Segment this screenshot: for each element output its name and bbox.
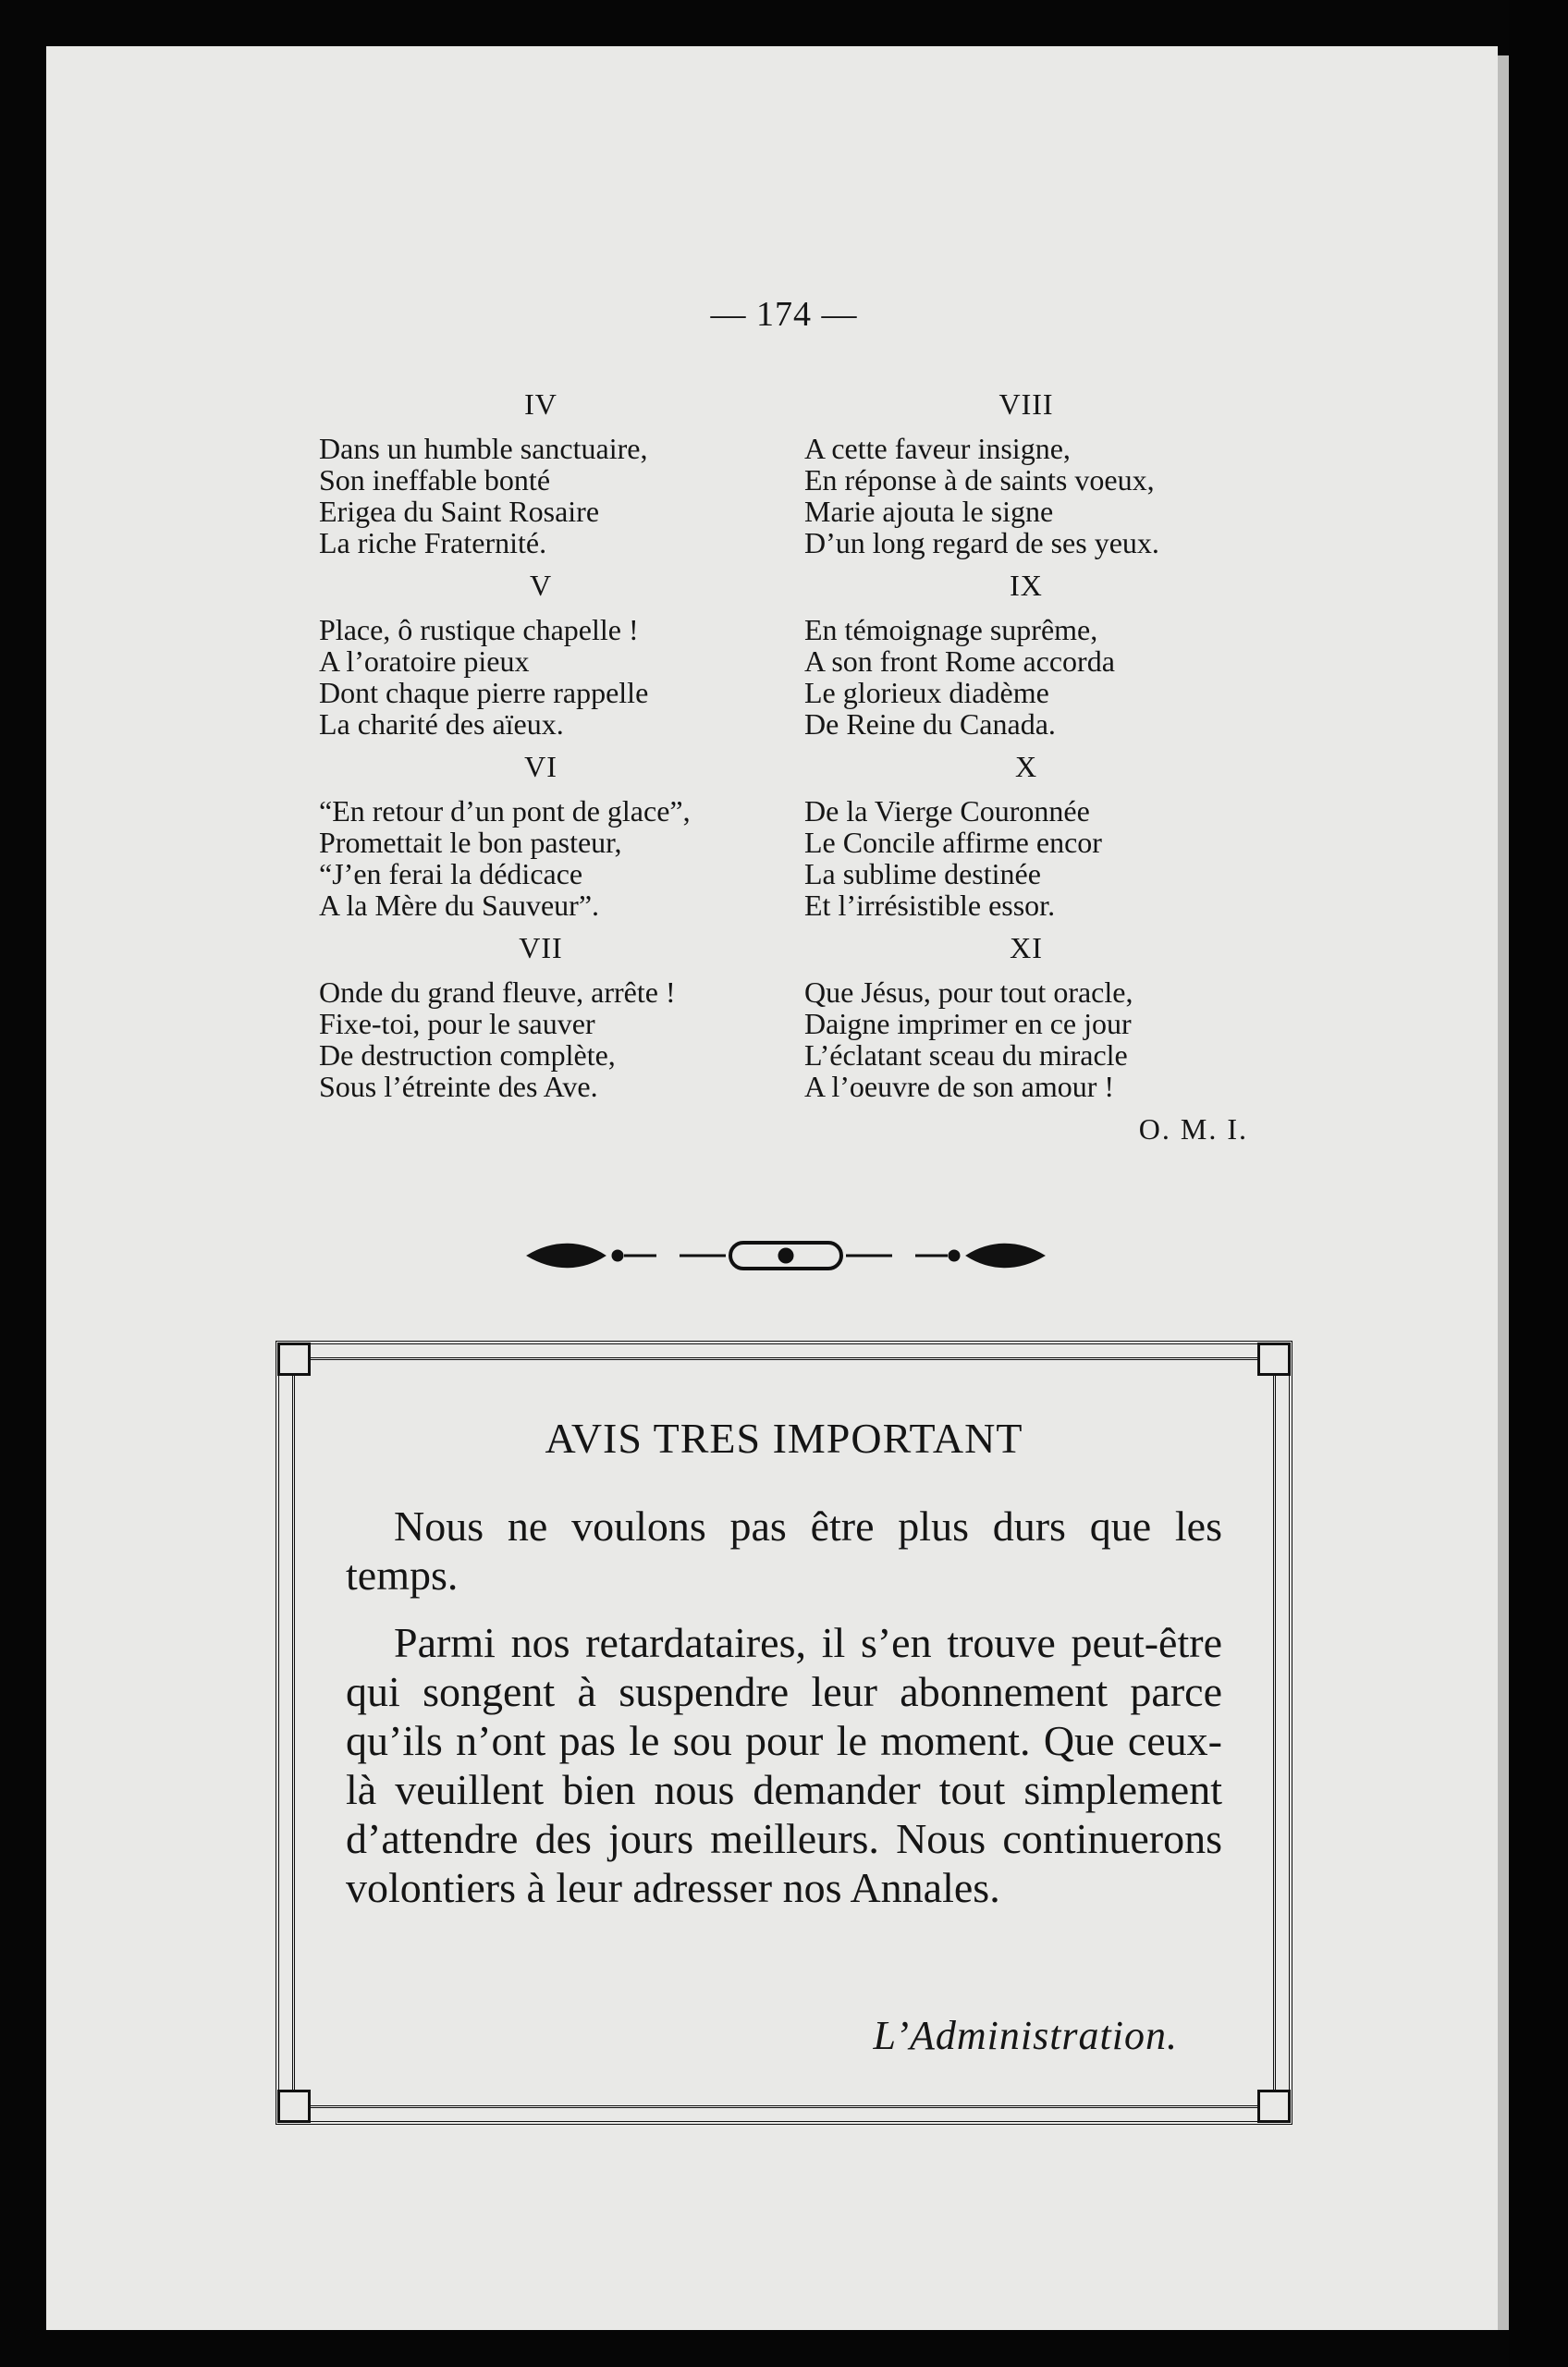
notice-signature: L’Administration. — [873, 2013, 1178, 2058]
stanza-number: VII — [519, 931, 563, 964]
verse-line: “En retour d’un pont de glace”, — [319, 794, 691, 828]
frame-corner — [277, 1343, 311, 1376]
notice-paragraph: Parmi nos retardataires, il s’en trouve peut-être qui songent à suspendre leur abonnement parce qu’ils n’ont pas le sou pour le moment. Que ceux-là veuillent bien nous demander tout simplement d’attendre des jours meilleurs. Nous continuerons volontiers à leur adresser nos Annales. — [346, 1619, 1222, 1911]
page-edge — [1498, 55, 1509, 2330]
verse-line: Que Jésus, pour tout oracle, — [804, 975, 1133, 1009]
verse-line: A la Mère du Sauveur”. — [319, 889, 600, 922]
verse-line: En témoignage suprême, — [804, 613, 1098, 646]
stanza-number: IX — [1010, 569, 1043, 602]
verse-line: A l’oratoire pieux — [319, 644, 530, 678]
verse-line: Erigea du Saint Rosaire — [319, 495, 600, 528]
verse-line: De destruction complète, — [319, 1038, 616, 1072]
page-number: — 174 — — [710, 295, 858, 334]
verse-line: L’éclatant sceau du miracle — [804, 1038, 1128, 1072]
notice-title: AVIS TRES IMPORTANT — [545, 1415, 1023, 1462]
verse-line: Promettait le bon pasteur, — [319, 826, 622, 859]
verse-line: A l’oeuvre de son amour ! — [804, 1070, 1115, 1103]
verse-line: D’un long regard de ses yeux. — [804, 526, 1159, 559]
verse-line: “J’en ferai la dédicace — [319, 857, 583, 890]
stanza — [804, 751, 1248, 921]
stanza-number: X — [1014, 750, 1038, 783]
verse-line: Et l’irrésistible essor. — [804, 889, 1056, 922]
scan-border — [1509, 0, 1568, 2367]
notice-body — [346, 1502, 1222, 1931]
verse-line: En réponse à de saints voeux, — [804, 463, 1155, 497]
verse-line: A cette faveur insigne, — [804, 432, 1071, 465]
frame-corner — [1257, 1343, 1291, 1376]
poem-right-column — [804, 388, 1248, 1145]
poem-left-column — [319, 388, 763, 1113]
verse-line: De Reine du Canada. — [804, 707, 1056, 741]
stanza-number: IV — [524, 387, 557, 421]
stanza — [804, 570, 1248, 740]
floral-ornament-divider — [518, 1230, 1054, 1282]
verse-line: La sublime destinée — [804, 857, 1041, 890]
frame-corner — [277, 2090, 311, 2123]
stanza — [319, 570, 763, 740]
verse-line: Place, ô rustique chapelle ! — [319, 613, 639, 646]
stanza — [319, 388, 763, 558]
verse-line: Son ineffable bonté — [319, 463, 551, 497]
stanza — [804, 932, 1248, 1102]
stanza — [319, 932, 763, 1102]
stanza — [319, 751, 763, 921]
verse-line: Dont chaque pierre rappelle — [319, 676, 649, 709]
verse-line: La riche Fraternité. — [319, 526, 547, 559]
stanza-number: XI — [1010, 931, 1043, 964]
stanza-number: VI — [524, 750, 557, 783]
stanza-number: V — [529, 569, 553, 602]
frame-corner — [1257, 2090, 1291, 2123]
verse-line: Daigne imprimer en ce jour — [804, 1007, 1132, 1040]
verse-line: De la Vierge Couronnée — [804, 794, 1090, 828]
verse-line: Fixe-toi, pour le sauver — [319, 1007, 595, 1040]
stanza-number: VIII — [998, 387, 1054, 421]
verse-line: Onde du grand fleuve, arrête ! — [319, 975, 676, 1009]
verse-line: Le glorieux diadème — [804, 676, 1049, 709]
stanza — [804, 388, 1248, 558]
verse-line: Dans un humble sanctuaire, — [319, 432, 648, 465]
verse-line: Le Concile affirme encor — [804, 826, 1102, 859]
verse-line: A son front Rome accorda — [804, 644, 1115, 678]
verse-line: Sous l’étreinte des Ave. — [319, 1070, 598, 1103]
verse-line: Marie ajouta le signe — [804, 495, 1054, 528]
notice-paragraph: Nous ne voulons pas être plus durs que les temps. — [346, 1502, 1222, 1599]
notice-box — [276, 1341, 1292, 2125]
poem-signature: O. M. I. — [1138, 1112, 1248, 1146]
verse-line: La charité des aïeux. — [319, 707, 564, 741]
